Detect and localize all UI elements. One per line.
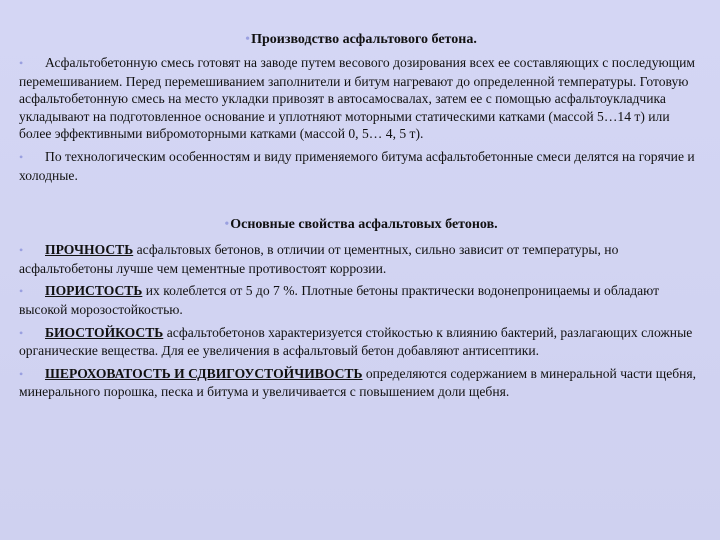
- property-item: [19, 282, 703, 318]
- bullet-icon: •: [245, 32, 251, 47]
- section1-title: Производство асфальтового бетона.: [251, 32, 477, 47]
- property-term: ПОРИСТОСТЬ: [45, 283, 143, 299]
- paragraph-text: Асфальтобетонную смесь готовят на заводе путем весового дозирования всех ее составляющих с последующим перемешиванием. Перед перемешиванием заполнители и битум нагревают до определенной температуры. Готовую асфальтобетонную смесь на место укладки привозят в автосамосвалах, затем ее с помощью асфальтоукладчика укладывают на подготовленное основание и уплотняют моторными статическими катками (массой 5…14 т) или более эффективными вибромоторными катками (массой 0, 5… 4, 5 т).: [19, 55, 696, 142]
- property-text: асфальтовых бетонов, в отличии от цементных, сильно зависит от температуры, но асфальтобетоны лучше чем цементные противостоят коррозии.: [19, 242, 619, 276]
- paragraph: [19, 148, 703, 184]
- paragraph-text: По технологическим особенностям и виду применяемого битума асфальтобетонные смеси делятся на горячие и холодные.: [19, 148, 695, 183]
- property-term: ПРОЧНОСТЬ: [45, 242, 134, 258]
- property-term: БИОСТОЙКОСТЬ: [45, 324, 164, 340]
- property-item: [19, 324, 703, 360]
- bullet-icon: •: [19, 56, 24, 70]
- property-item: [19, 365, 703, 401]
- bullet-icon: •: [19, 366, 24, 381]
- property-text: определяются содержанием в минеральной части щебня, минерального порошка, песка и битума и увеличивается с повышением доли щебня.: [19, 365, 697, 400]
- section1-heading: [19, 31, 703, 49]
- property-item: [19, 241, 703, 277]
- property-text: асфальтобетонов характеризуется стойкостью к влиянию бактерий, разлагающих сложные органические вещества. Для ее увеличения в асфальтовый бетон добавляют антисептики.: [19, 324, 693, 359]
- paragraph: [19, 54, 703, 143]
- bullet-icon: •: [19, 149, 24, 164]
- section2-heading: [19, 216, 703, 234]
- slide-content: [19, 31, 703, 401]
- bullet-icon: •: [19, 243, 24, 258]
- section2-title: Основные свойства асфальтовых бетонов.: [230, 217, 498, 233]
- bullet-icon: •: [19, 325, 24, 340]
- bullet-icon: •: [224, 217, 230, 233]
- bullet-icon: •: [19, 284, 24, 299]
- property-text: их колеблется от 5 до 7 %. Плотные бетоны практически водонепроницаемы и обладают высокой морозостойкостью.: [19, 283, 660, 317]
- property-term: ШЕРОХОВАТОСТЬ И СДВИГОУСТОЙЧИВОСТЬ: [45, 365, 363, 381]
